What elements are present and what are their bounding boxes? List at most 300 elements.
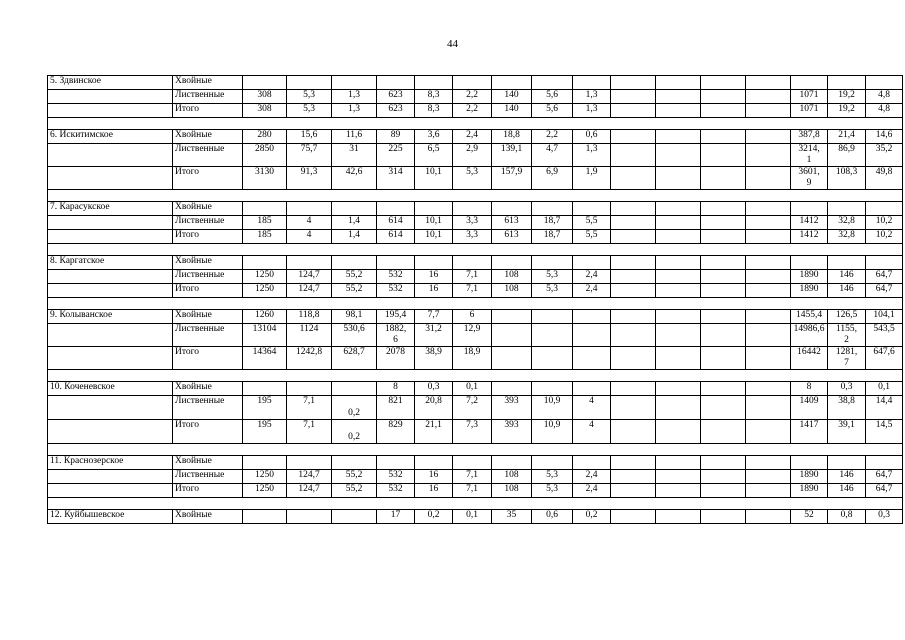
value-cell: 5,6 <box>532 90 573 104</box>
value-cell <box>611 104 656 118</box>
table-row <box>48 256 903 270</box>
value-cell: 7,1 <box>453 470 492 484</box>
value-cell <box>287 256 332 270</box>
district-name-cell: 9. Колыванское <box>48 310 173 324</box>
table-row <box>48 90 903 104</box>
value-cell <box>746 484 791 498</box>
district-name-cell <box>48 144 173 167</box>
value-cell: 0,8 <box>828 510 866 524</box>
value-cell <box>791 202 828 216</box>
value-cell: 124,7 <box>287 470 332 484</box>
value-cell <box>243 382 287 396</box>
value-cell: 52 <box>791 510 828 524</box>
value-cell: 55,2 <box>332 284 377 298</box>
table-row <box>48 396 903 420</box>
district-name-cell <box>48 230 173 244</box>
value-cell: 1,4 <box>332 230 377 244</box>
value-cell <box>746 230 791 244</box>
value-cell: 2,9 <box>453 144 492 167</box>
value-cell: 35 <box>492 510 532 524</box>
table-row <box>48 324 903 347</box>
table-row <box>48 347 903 370</box>
table-row <box>48 382 903 396</box>
spacer-cell <box>48 190 903 202</box>
value-cell: 0,6 <box>532 510 573 524</box>
value-cell: 15,6 <box>287 130 332 144</box>
value-cell: 49,8 <box>866 167 903 190</box>
value-cell: 1412 <box>791 216 828 230</box>
value-cell <box>828 456 866 470</box>
value-cell: 55,2 <box>332 270 377 284</box>
value-cell <box>415 76 453 90</box>
value-cell: 532 <box>377 484 415 498</box>
district-name-cell <box>48 104 173 118</box>
value-cell: 2,2 <box>453 104 492 118</box>
value-cell: 1890 <box>791 484 828 498</box>
value-cell: 613 <box>492 216 532 230</box>
value-cell: 124,7 <box>287 284 332 298</box>
value-cell <box>746 256 791 270</box>
value-cell: 16 <box>415 284 453 298</box>
value-cell: 2,4 <box>573 484 611 498</box>
value-cell <box>243 202 287 216</box>
value-cell: 18,9 <box>453 347 492 370</box>
value-cell: 124,7 <box>287 484 332 498</box>
value-cell: 614 <box>377 230 415 244</box>
value-cell <box>701 310 746 324</box>
value-cell: 0,1 <box>453 382 492 396</box>
value-cell: 530,6 <box>332 324 377 347</box>
value-cell <box>746 216 791 230</box>
value-cell <box>656 144 701 167</box>
value-cell: 140 <box>492 90 532 104</box>
value-cell: 393 <box>492 420 532 444</box>
value-cell <box>415 256 453 270</box>
value-cell <box>332 76 377 90</box>
value-cell <box>492 456 532 470</box>
value-cell: 1250 <box>243 484 287 498</box>
value-cell: 7,1 <box>453 284 492 298</box>
value-cell <box>243 510 287 524</box>
value-cell: 2,4 <box>573 270 611 284</box>
value-cell: 4 <box>287 230 332 244</box>
value-cell: 5,6 <box>532 104 573 118</box>
spacer-row <box>48 298 903 310</box>
value-cell: 18,7 <box>532 230 573 244</box>
value-cell <box>332 420 377 444</box>
value-cell <box>287 456 332 470</box>
district-name-cell <box>48 90 173 104</box>
value-cell: 6,5 <box>415 144 453 167</box>
value-cell <box>656 130 701 144</box>
value-cell: 7,7 <box>415 310 453 324</box>
value-cell: 5,3 <box>287 90 332 104</box>
value-cell: 6,9 <box>532 167 573 190</box>
value-cell: 31,2 <box>415 324 453 347</box>
value-cell <box>532 310 573 324</box>
value-cell: 1124 <box>287 324 332 347</box>
value-cell <box>656 202 701 216</box>
value-cell <box>866 202 903 216</box>
value-cell: 104,1 <box>866 310 903 324</box>
value-cell: 6 <box>453 310 492 324</box>
value-cell <box>492 202 532 216</box>
forest-data-table <box>47 75 903 524</box>
district-name-cell <box>48 470 173 484</box>
value-cell: 195,4 <box>377 310 415 324</box>
value-cell: 2,4 <box>573 470 611 484</box>
value-cell: 5,5 <box>573 230 611 244</box>
value-cell: 7,1 <box>287 396 332 420</box>
forest-type-cell: Лиственные <box>173 144 243 167</box>
value-cell <box>656 104 701 118</box>
value-cell <box>656 382 701 396</box>
value-cell: 146 <box>828 284 866 298</box>
value-cell <box>611 382 656 396</box>
district-name-cell: 8. Каргатское <box>48 256 173 270</box>
value-cell <box>791 76 828 90</box>
value-cell <box>656 256 701 270</box>
district-name-cell: 5. Здвинское <box>48 76 173 90</box>
value-cell: 1882, 6 <box>377 324 415 347</box>
value-cell <box>492 310 532 324</box>
value-cell: 623 <box>377 104 415 118</box>
value-cell: 0,2 <box>573 510 611 524</box>
district-name-cell <box>48 347 173 370</box>
district-name-cell: 6. Искитимское <box>48 130 173 144</box>
value-cell: 4 <box>287 216 332 230</box>
value-cell: 4,8 <box>866 104 903 118</box>
value-cell: 39,1 <box>828 420 866 444</box>
value-cell <box>746 130 791 144</box>
value-cell: 32,8 <box>828 216 866 230</box>
value-cell: 1455,4 <box>791 310 828 324</box>
value-cell <box>701 230 746 244</box>
value-cell <box>746 456 791 470</box>
table-row <box>48 310 903 324</box>
value-cell: 98,1 <box>332 310 377 324</box>
value-cell <box>573 256 611 270</box>
value-cell: 18,8 <box>492 130 532 144</box>
value-cell: 17 <box>377 510 415 524</box>
district-name-cell <box>48 284 173 298</box>
table-row <box>48 270 903 284</box>
table-row <box>48 230 903 244</box>
value-cell <box>611 230 656 244</box>
spacer-row <box>48 190 903 202</box>
table-row <box>48 130 903 144</box>
spacer-row <box>48 498 903 510</box>
value-cell <box>377 256 415 270</box>
value-cell <box>611 420 656 444</box>
value-cell: 14,6 <box>866 130 903 144</box>
value-cell: 8 <box>377 382 415 396</box>
value-cell <box>611 216 656 230</box>
spacer-cell <box>48 118 903 130</box>
table-row <box>48 104 903 118</box>
value-cell: 532 <box>377 284 415 298</box>
value-cell <box>573 324 611 347</box>
value-cell: 185 <box>243 230 287 244</box>
value-cell: 314 <box>377 167 415 190</box>
value-cell <box>332 510 377 524</box>
forest-type-cell: Лиственные <box>173 90 243 104</box>
value-cell: 3601, 9 <box>791 167 828 190</box>
value-cell <box>746 324 791 347</box>
value-cell: 3130 <box>243 167 287 190</box>
district-name-cell <box>48 324 173 347</box>
value-cell <box>332 256 377 270</box>
value-cell <box>746 382 791 396</box>
value-cell: 1,3 <box>573 104 611 118</box>
district-name-cell: 12. Куйбышевское <box>48 510 173 524</box>
value-cell: 1,3 <box>573 90 611 104</box>
value-cell: 2,2 <box>453 90 492 104</box>
value-cell: 146 <box>828 270 866 284</box>
value-cell <box>701 396 746 420</box>
value-cell: 1890 <box>791 470 828 484</box>
value-cell: 185 <box>243 216 287 230</box>
value-cell <box>701 382 746 396</box>
value-cell <box>791 256 828 270</box>
value-cell <box>611 347 656 370</box>
value-cell <box>492 76 532 90</box>
value-cell <box>656 456 701 470</box>
value-cell: 2078 <box>377 347 415 370</box>
value-cell <box>453 76 492 90</box>
value-cell <box>866 256 903 270</box>
value-cell <box>492 347 532 370</box>
forest-type-cell: Лиственные <box>173 324 243 347</box>
value-cell <box>332 396 377 420</box>
value-cell <box>492 382 532 396</box>
spacer-cell <box>48 444 903 456</box>
forest-type-cell: Итого <box>173 484 243 498</box>
value-cell: 10,1 <box>415 167 453 190</box>
value-cell: 8 <box>791 382 828 396</box>
value-cell <box>746 510 791 524</box>
value-cell: 118,8 <box>287 310 332 324</box>
value-cell: 86,9 <box>828 144 866 167</box>
value-cell <box>611 167 656 190</box>
value-cell <box>377 456 415 470</box>
value-cell: 89 <box>377 130 415 144</box>
value-cell: 75,7 <box>287 144 332 167</box>
value-cell <box>656 510 701 524</box>
forest-type-cell: Хвойные <box>173 310 243 324</box>
value-cell: 16442 <box>791 347 828 370</box>
value-cell <box>287 510 332 524</box>
value-cell <box>377 76 415 90</box>
value-cell <box>573 310 611 324</box>
value-cell: 16 <box>415 470 453 484</box>
value-cell: 3,3 <box>453 216 492 230</box>
value-cell <box>746 167 791 190</box>
value-cell: 4,7 <box>532 144 573 167</box>
value-cell: 829 <box>377 420 415 444</box>
value-cell <box>611 256 656 270</box>
value-cell <box>746 284 791 298</box>
value-cell <box>701 144 746 167</box>
value-cell <box>701 510 746 524</box>
value-cell: 7,3 <box>453 420 492 444</box>
value-cell: 0,1 <box>866 382 903 396</box>
value-cell <box>287 76 332 90</box>
value-cell: 7,1 <box>453 484 492 498</box>
value-cell: 8,3 <box>415 104 453 118</box>
value-cell: 195 <box>243 396 287 420</box>
value-cell: 139,1 <box>492 144 532 167</box>
value-cell <box>611 510 656 524</box>
value-text: 0,2 <box>348 408 360 418</box>
value-cell <box>866 76 903 90</box>
value-cell: 1412 <box>791 230 828 244</box>
value-cell: 1,3 <box>573 144 611 167</box>
value-cell: 2850 <box>243 144 287 167</box>
value-cell: 146 <box>828 484 866 498</box>
value-cell: 8,3 <box>415 90 453 104</box>
value-cell <box>573 347 611 370</box>
spacer-cell <box>48 244 903 256</box>
value-cell <box>532 256 573 270</box>
value-cell: 14364 <box>243 347 287 370</box>
district-name-cell <box>48 484 173 498</box>
value-cell <box>611 130 656 144</box>
value-cell <box>701 90 746 104</box>
value-cell: 108 <box>492 284 532 298</box>
value-cell: 108 <box>492 270 532 284</box>
value-cell <box>611 484 656 498</box>
value-cell: 0,1 <box>453 510 492 524</box>
value-cell: 280 <box>243 130 287 144</box>
value-cell <box>377 202 415 216</box>
value-cell <box>415 456 453 470</box>
value-cell <box>611 270 656 284</box>
value-cell: 3214, 1 <box>791 144 828 167</box>
value-text: 0,2 <box>348 432 360 442</box>
table-row <box>48 456 903 470</box>
value-cell <box>656 284 701 298</box>
value-cell: 2,2 <box>532 130 573 144</box>
table-row <box>48 167 903 190</box>
value-cell <box>701 202 746 216</box>
value-cell <box>611 396 656 420</box>
value-cell <box>332 382 377 396</box>
value-cell <box>656 324 701 347</box>
value-cell: 1,3 <box>332 104 377 118</box>
value-cell <box>701 130 746 144</box>
value-cell: 5,3 <box>453 167 492 190</box>
spacer-row <box>48 118 903 130</box>
value-cell: 64,7 <box>866 470 903 484</box>
value-cell: 821 <box>377 396 415 420</box>
value-cell: 7,2 <box>453 396 492 420</box>
value-cell <box>746 347 791 370</box>
value-cell: 31 <box>332 144 377 167</box>
value-cell <box>492 256 532 270</box>
value-cell <box>611 324 656 347</box>
value-cell: 1281, 7 <box>828 347 866 370</box>
value-cell: 11,6 <box>332 130 377 144</box>
value-cell <box>243 76 287 90</box>
value-cell: 532 <box>377 470 415 484</box>
value-cell: 5,5 <box>573 216 611 230</box>
table-row <box>48 510 903 524</box>
forest-type-cell: Хвойные <box>173 510 243 524</box>
district-name-cell <box>48 167 173 190</box>
value-cell: 5,3 <box>532 470 573 484</box>
value-cell: 1250 <box>243 470 287 484</box>
value-cell: 18,7 <box>532 216 573 230</box>
value-cell <box>701 324 746 347</box>
value-cell: 1,3 <box>332 90 377 104</box>
value-cell: 308 <box>243 104 287 118</box>
value-cell <box>746 104 791 118</box>
value-cell: 14986,6 <box>791 324 828 347</box>
value-cell: 14,4 <box>866 396 903 420</box>
value-cell: 13104 <box>243 324 287 347</box>
value-cell: 32,8 <box>828 230 866 244</box>
value-cell <box>332 202 377 216</box>
value-cell: 146 <box>828 470 866 484</box>
value-cell: 3,6 <box>415 130 453 144</box>
district-name-cell: 7. Карасукское <box>48 202 173 216</box>
forest-type-cell: Лиственные <box>173 396 243 420</box>
value-cell: 2,4 <box>453 130 492 144</box>
value-cell <box>573 456 611 470</box>
value-cell: 19,2 <box>828 104 866 118</box>
spacer-row <box>48 370 903 382</box>
value-cell: 1071 <box>791 104 828 118</box>
value-cell <box>656 470 701 484</box>
value-cell: 64,7 <box>866 270 903 284</box>
value-cell <box>573 382 611 396</box>
value-cell <box>532 76 573 90</box>
value-cell <box>701 104 746 118</box>
value-cell: 124,7 <box>287 270 332 284</box>
value-cell: 10,1 <box>415 230 453 244</box>
table-row <box>48 76 903 90</box>
spacer-cell <box>48 370 903 382</box>
value-cell <box>746 310 791 324</box>
value-cell <box>701 270 746 284</box>
value-cell <box>611 310 656 324</box>
value-cell: 195 <box>243 420 287 444</box>
forest-type-cell: Лиственные <box>173 216 243 230</box>
value-cell: 623 <box>377 90 415 104</box>
spacer-cell <box>48 298 903 310</box>
value-cell <box>492 324 532 347</box>
value-cell <box>746 270 791 284</box>
value-cell <box>828 202 866 216</box>
value-cell <box>656 270 701 284</box>
table-row <box>48 202 903 216</box>
forest-type-cell: Итого <box>173 347 243 370</box>
value-cell <box>611 284 656 298</box>
value-cell: 108 <box>492 470 532 484</box>
page-number: 44 <box>447 38 458 50</box>
value-cell: 4 <box>573 396 611 420</box>
value-cell: 1242,8 <box>287 347 332 370</box>
value-cell: 1071 <box>791 90 828 104</box>
value-cell <box>611 202 656 216</box>
table-row <box>48 470 903 484</box>
value-cell <box>656 396 701 420</box>
value-cell: 21,4 <box>828 130 866 144</box>
value-cell <box>611 456 656 470</box>
value-cell <box>453 202 492 216</box>
district-name-cell <box>48 216 173 230</box>
